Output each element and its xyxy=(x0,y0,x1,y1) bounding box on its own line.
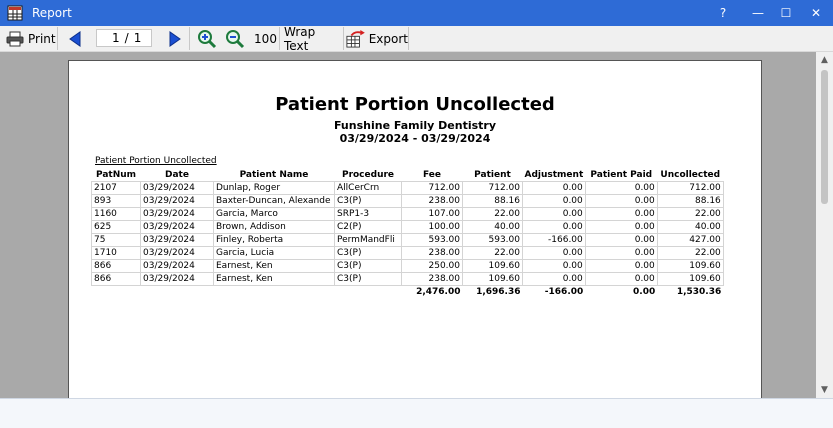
cell-patient: 22.00 xyxy=(463,247,523,260)
cell-patient-paid: 0.00 xyxy=(585,273,657,286)
cell-adjustment: 0.00 xyxy=(523,208,586,221)
cell-fee: 238.00 xyxy=(402,247,463,260)
next-page-button[interactable] xyxy=(160,27,190,50)
wrap-text-button[interactable] xyxy=(284,24,344,53)
column-header: Patient Name xyxy=(239,170,309,180)
totals-spacer xyxy=(214,286,335,299)
cell-patnum: 1160 xyxy=(92,208,141,221)
cell-patient-paid: 0.00 xyxy=(585,221,657,234)
totals-spacer xyxy=(335,286,402,299)
cell-patient-paid: 0.00 xyxy=(585,234,657,247)
cell-patient-name: Earnest, Ken xyxy=(214,260,335,273)
cell-patnum: 2107 xyxy=(92,182,141,195)
cell-date: 03/29/2024 xyxy=(141,221,214,234)
print-button[interactable] xyxy=(2,27,58,50)
cell-patnum: 866 xyxy=(92,260,141,273)
zoom-out-icon xyxy=(225,29,245,49)
page-total: 1 xyxy=(133,31,142,45)
cell-patient: 22.00 xyxy=(463,208,523,221)
export-button[interactable] xyxy=(345,27,409,50)
cell-procedure: C3(P) xyxy=(335,260,402,273)
cell-patnum: 893 xyxy=(92,195,141,208)
cell-fee: 238.00 xyxy=(402,273,463,286)
cell-procedure: PermMandFli xyxy=(335,234,402,247)
cell-patient-paid: 0.00 xyxy=(585,247,657,260)
cell-adjustment: 0.00 xyxy=(523,260,586,273)
maximize-icon: ☐ xyxy=(780,6,792,20)
cell-date: 03/29/2024 xyxy=(141,234,214,247)
cell-patient-paid: 0.00 xyxy=(585,195,657,208)
cell-patient-name: Garcia, Lucia xyxy=(214,247,335,260)
cell-patient-name: Finley, Roberta xyxy=(214,234,335,247)
column-header: Fee xyxy=(423,170,441,180)
close-button[interactable] xyxy=(801,0,831,26)
table-row xyxy=(92,195,724,208)
wrap-text-label: Wrap Text xyxy=(284,24,316,53)
report-title: Patient Portion Uncollected xyxy=(275,94,555,115)
column-header: Patient Paid xyxy=(590,170,653,180)
maximize-button[interactable] xyxy=(771,0,801,26)
cell-date: 03/29/2024 xyxy=(141,260,214,273)
cell-date: 03/29/2024 xyxy=(141,247,214,260)
cell-uncollected: 427.00 xyxy=(657,234,723,247)
cell-adjustment: 0.00 xyxy=(523,221,586,234)
zoom-in-button[interactable] xyxy=(194,27,220,50)
cell-patient: 88.16 xyxy=(463,195,523,208)
totals-spacer xyxy=(141,286,214,299)
table-header-row xyxy=(92,169,724,182)
cell-patient-name: Dunlap, Roger xyxy=(214,182,335,195)
column-header: Adjustment xyxy=(524,170,584,180)
help-label: ? xyxy=(719,6,727,20)
cell-patient: 712.00 xyxy=(463,182,523,195)
cell-date: 03/29/2024 xyxy=(141,182,214,195)
section-label: Patient Portion Uncollected xyxy=(95,156,217,166)
total-fee: 2,476.00 xyxy=(416,287,461,297)
cell-date: 03/29/2024 xyxy=(141,195,214,208)
close-icon: ✕ xyxy=(810,6,822,20)
cell-adjustment: 0.00 xyxy=(523,273,586,286)
cell-patnum: 1710 xyxy=(92,247,141,260)
cell-uncollected: 22.00 xyxy=(657,208,723,221)
column-header: PatNum xyxy=(95,170,137,180)
cell-procedure: C3(P) xyxy=(335,195,402,208)
table-row xyxy=(92,247,724,260)
cell-fee: 250.00 xyxy=(402,260,463,273)
print-label: Print xyxy=(28,31,56,46)
arrow-left-icon xyxy=(68,31,82,47)
previous-page-button[interactable] xyxy=(64,27,86,50)
cell-patient: 593.00 xyxy=(463,234,523,247)
totals-row xyxy=(92,286,724,299)
cell-patient: 40.00 xyxy=(463,221,523,234)
help-button[interactable] xyxy=(708,0,738,26)
printer-icon xyxy=(6,31,24,47)
minimize-button[interactable] xyxy=(743,0,773,26)
cell-fee: 712.00 xyxy=(402,182,463,195)
total-adjustment: -166.00 xyxy=(544,287,584,297)
cell-procedure: C3(P) xyxy=(335,273,402,286)
table-row xyxy=(92,182,724,195)
column-header: Date xyxy=(165,170,189,180)
cell-patient-name: Brown, Addison xyxy=(214,221,335,234)
cell-patnum: 866 xyxy=(92,273,141,286)
table-row xyxy=(92,208,724,221)
cell-fee: 107.00 xyxy=(402,208,463,221)
zoom-out-button[interactable] xyxy=(222,27,248,50)
cell-adjustment: 0.00 xyxy=(523,195,586,208)
column-header: Procedure xyxy=(341,170,395,180)
total-patient-paid: 0.00 xyxy=(633,287,656,297)
cell-date: 03/29/2024 xyxy=(141,273,214,286)
cell-fee: 100.00 xyxy=(402,221,463,234)
cell-uncollected: 109.60 xyxy=(657,260,723,273)
cell-patient-paid: 0.00 xyxy=(585,260,657,273)
cell-patient-name: Earnest, Ken xyxy=(214,273,335,286)
cell-uncollected: 109.60 xyxy=(657,273,723,286)
zoom-in-icon xyxy=(197,29,217,49)
column-header: Patient xyxy=(474,170,511,180)
cell-adjustment: -166.00 xyxy=(523,234,586,247)
cell-uncollected: 22.00 xyxy=(657,247,723,260)
cell-uncollected: 40.00 xyxy=(657,221,723,234)
table-row xyxy=(92,273,724,286)
total-uncollected: 1,530.36 xyxy=(676,287,722,297)
title-bar xyxy=(0,0,833,26)
zoom-100-button[interactable] xyxy=(252,27,280,50)
report-viewer[interactable] xyxy=(0,52,816,398)
cell-patnum: 75 xyxy=(92,234,141,247)
cell-fee: 238.00 xyxy=(402,195,463,208)
table-row xyxy=(92,221,724,234)
date-range: 03/29/2024 - 03/29/2024 xyxy=(339,132,491,145)
cell-procedure: AllCerCrn xyxy=(335,182,402,195)
cell-procedure: C2(P) xyxy=(335,221,402,234)
report-page xyxy=(68,60,762,398)
cell-adjustment: 0.00 xyxy=(523,182,586,195)
arrow-right-icon xyxy=(168,31,182,47)
report-table xyxy=(91,169,724,298)
export-spreadsheet-icon xyxy=(346,29,366,49)
bottom-panel xyxy=(0,398,833,428)
cell-patient: 109.60 xyxy=(463,273,523,286)
zoom-value: 100 xyxy=(254,31,277,46)
window-title: Report xyxy=(32,6,72,20)
practice-name: Funshine Family Dentistry xyxy=(333,119,497,132)
cell-adjustment: 0.00 xyxy=(523,247,586,260)
page-current: 1 xyxy=(112,31,120,45)
cell-procedure: C3(P) xyxy=(335,247,402,260)
table-row xyxy=(92,260,724,273)
cell-procedure: SRP1-3 xyxy=(335,208,402,221)
page-separator: / xyxy=(124,31,129,45)
app-grid-icon xyxy=(7,5,23,21)
scroll-up-arrow-icon[interactable]: ▲ xyxy=(821,55,828,65)
minimize-icon: — xyxy=(752,6,764,20)
cell-patient-paid: 0.00 xyxy=(585,182,657,195)
export-label: Export xyxy=(368,31,408,46)
page-number-box[interactable] xyxy=(96,29,152,47)
table-row xyxy=(92,234,724,247)
cell-patient-paid: 0.00 xyxy=(585,208,657,221)
cell-patnum: 625 xyxy=(92,221,141,234)
scroll-down-arrow-icon[interactable]: ▼ xyxy=(821,385,828,395)
totals-spacer xyxy=(92,286,141,299)
cell-uncollected: 712.00 xyxy=(657,182,723,195)
scrollbar-thumb[interactable] xyxy=(821,70,828,204)
cell-date: 03/29/2024 xyxy=(141,208,214,221)
toolbar xyxy=(0,26,833,52)
cell-fee: 593.00 xyxy=(402,234,463,247)
column-header: Uncollected xyxy=(660,170,721,180)
cell-patient-name: Garcia, Marco xyxy=(214,208,335,221)
cell-patient-name: Baxter-Duncan, Alexande xyxy=(214,195,335,208)
cell-patient: 109.60 xyxy=(463,260,523,273)
cell-uncollected: 88.16 xyxy=(657,195,723,208)
total-patient: 1,696.36 xyxy=(476,287,521,297)
vertical-scrollbar[interactable] xyxy=(816,52,833,398)
